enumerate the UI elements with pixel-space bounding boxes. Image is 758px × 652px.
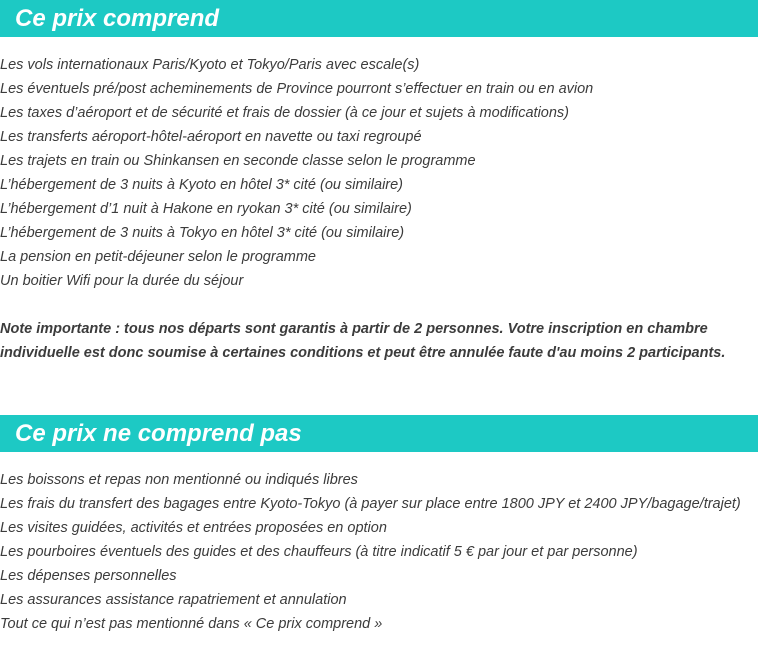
includes-item: L’hébergement d’1 nuit à Hakone en ryokan 3* cité (ou similaire): [0, 201, 412, 217]
includes-item: L’hébergement de 3 nuits à Tokyo en hôtel 3* cité (ou similaire): [0, 225, 405, 241]
includes-item: Les transferts aéroport-hôtel-aéroport en navette ou taxi regroupé: [0, 129, 422, 145]
excludes-section-title: Ce prix ne comprend pas: [0, 415, 758, 452]
excludes-item: Tout ce qui n’est pas mentionné dans « Ce prix comprend »: [0, 616, 383, 632]
includes-section-title: Ce prix comprend: [0, 0, 758, 37]
excludes-item: Les frais du transfert des bagages entre Kyoto-Tokyo (à payer sur place entre 1800 JPY et 2400 JPY/bagage/trajet): [0, 496, 741, 512]
includes-item: Les trajets en train ou Shinkansen en seconde classe selon le programme: [0, 153, 476, 169]
important-note: Note importante : tous nos départs sont garantis à partir de 2 personnes. Votre inscription en chambre individuelle est donc soumise à certaines conditions et peut être annulée faute d'au moins 2 participants.: [0, 321, 726, 361]
excludes-item: Les visites guidées, activités et entrées proposées en option: [0, 520, 387, 536]
includes-item: Les éventuels pré/post acheminements de Province pourront s’effectuer en train ou en avion: [0, 81, 594, 97]
includes-item: Un boitier Wifi pour la durée du séjour: [0, 273, 244, 289]
excludes-item: Les pourboires éventuels des guides et des chauffeurs (à titre indicatif 5 € par jour et par personne): [0, 544, 638, 560]
includes-item: Les vols internationaux Paris/Kyoto et Tokyo/Paris avec escale(s): [0, 57, 420, 73]
includes-item: La pension en petit-déjeuner selon le programme: [0, 249, 316, 265]
excludes-item: Les boissons et repas non mentionné ou indiqués libres: [0, 472, 358, 488]
excludes-item: Les assurances assistance rapatriement et annulation: [0, 592, 347, 608]
includes-item: L’hébergement de 3 nuits à Kyoto en hôtel 3* cité (ou similaire): [0, 177, 404, 193]
excludes-item: Les dépenses personnelles: [0, 568, 177, 584]
includes-item: Les taxes d’aéroport et de sécurité et frais de dossier (à ce jour et sujets à modifications): [0, 105, 570, 121]
